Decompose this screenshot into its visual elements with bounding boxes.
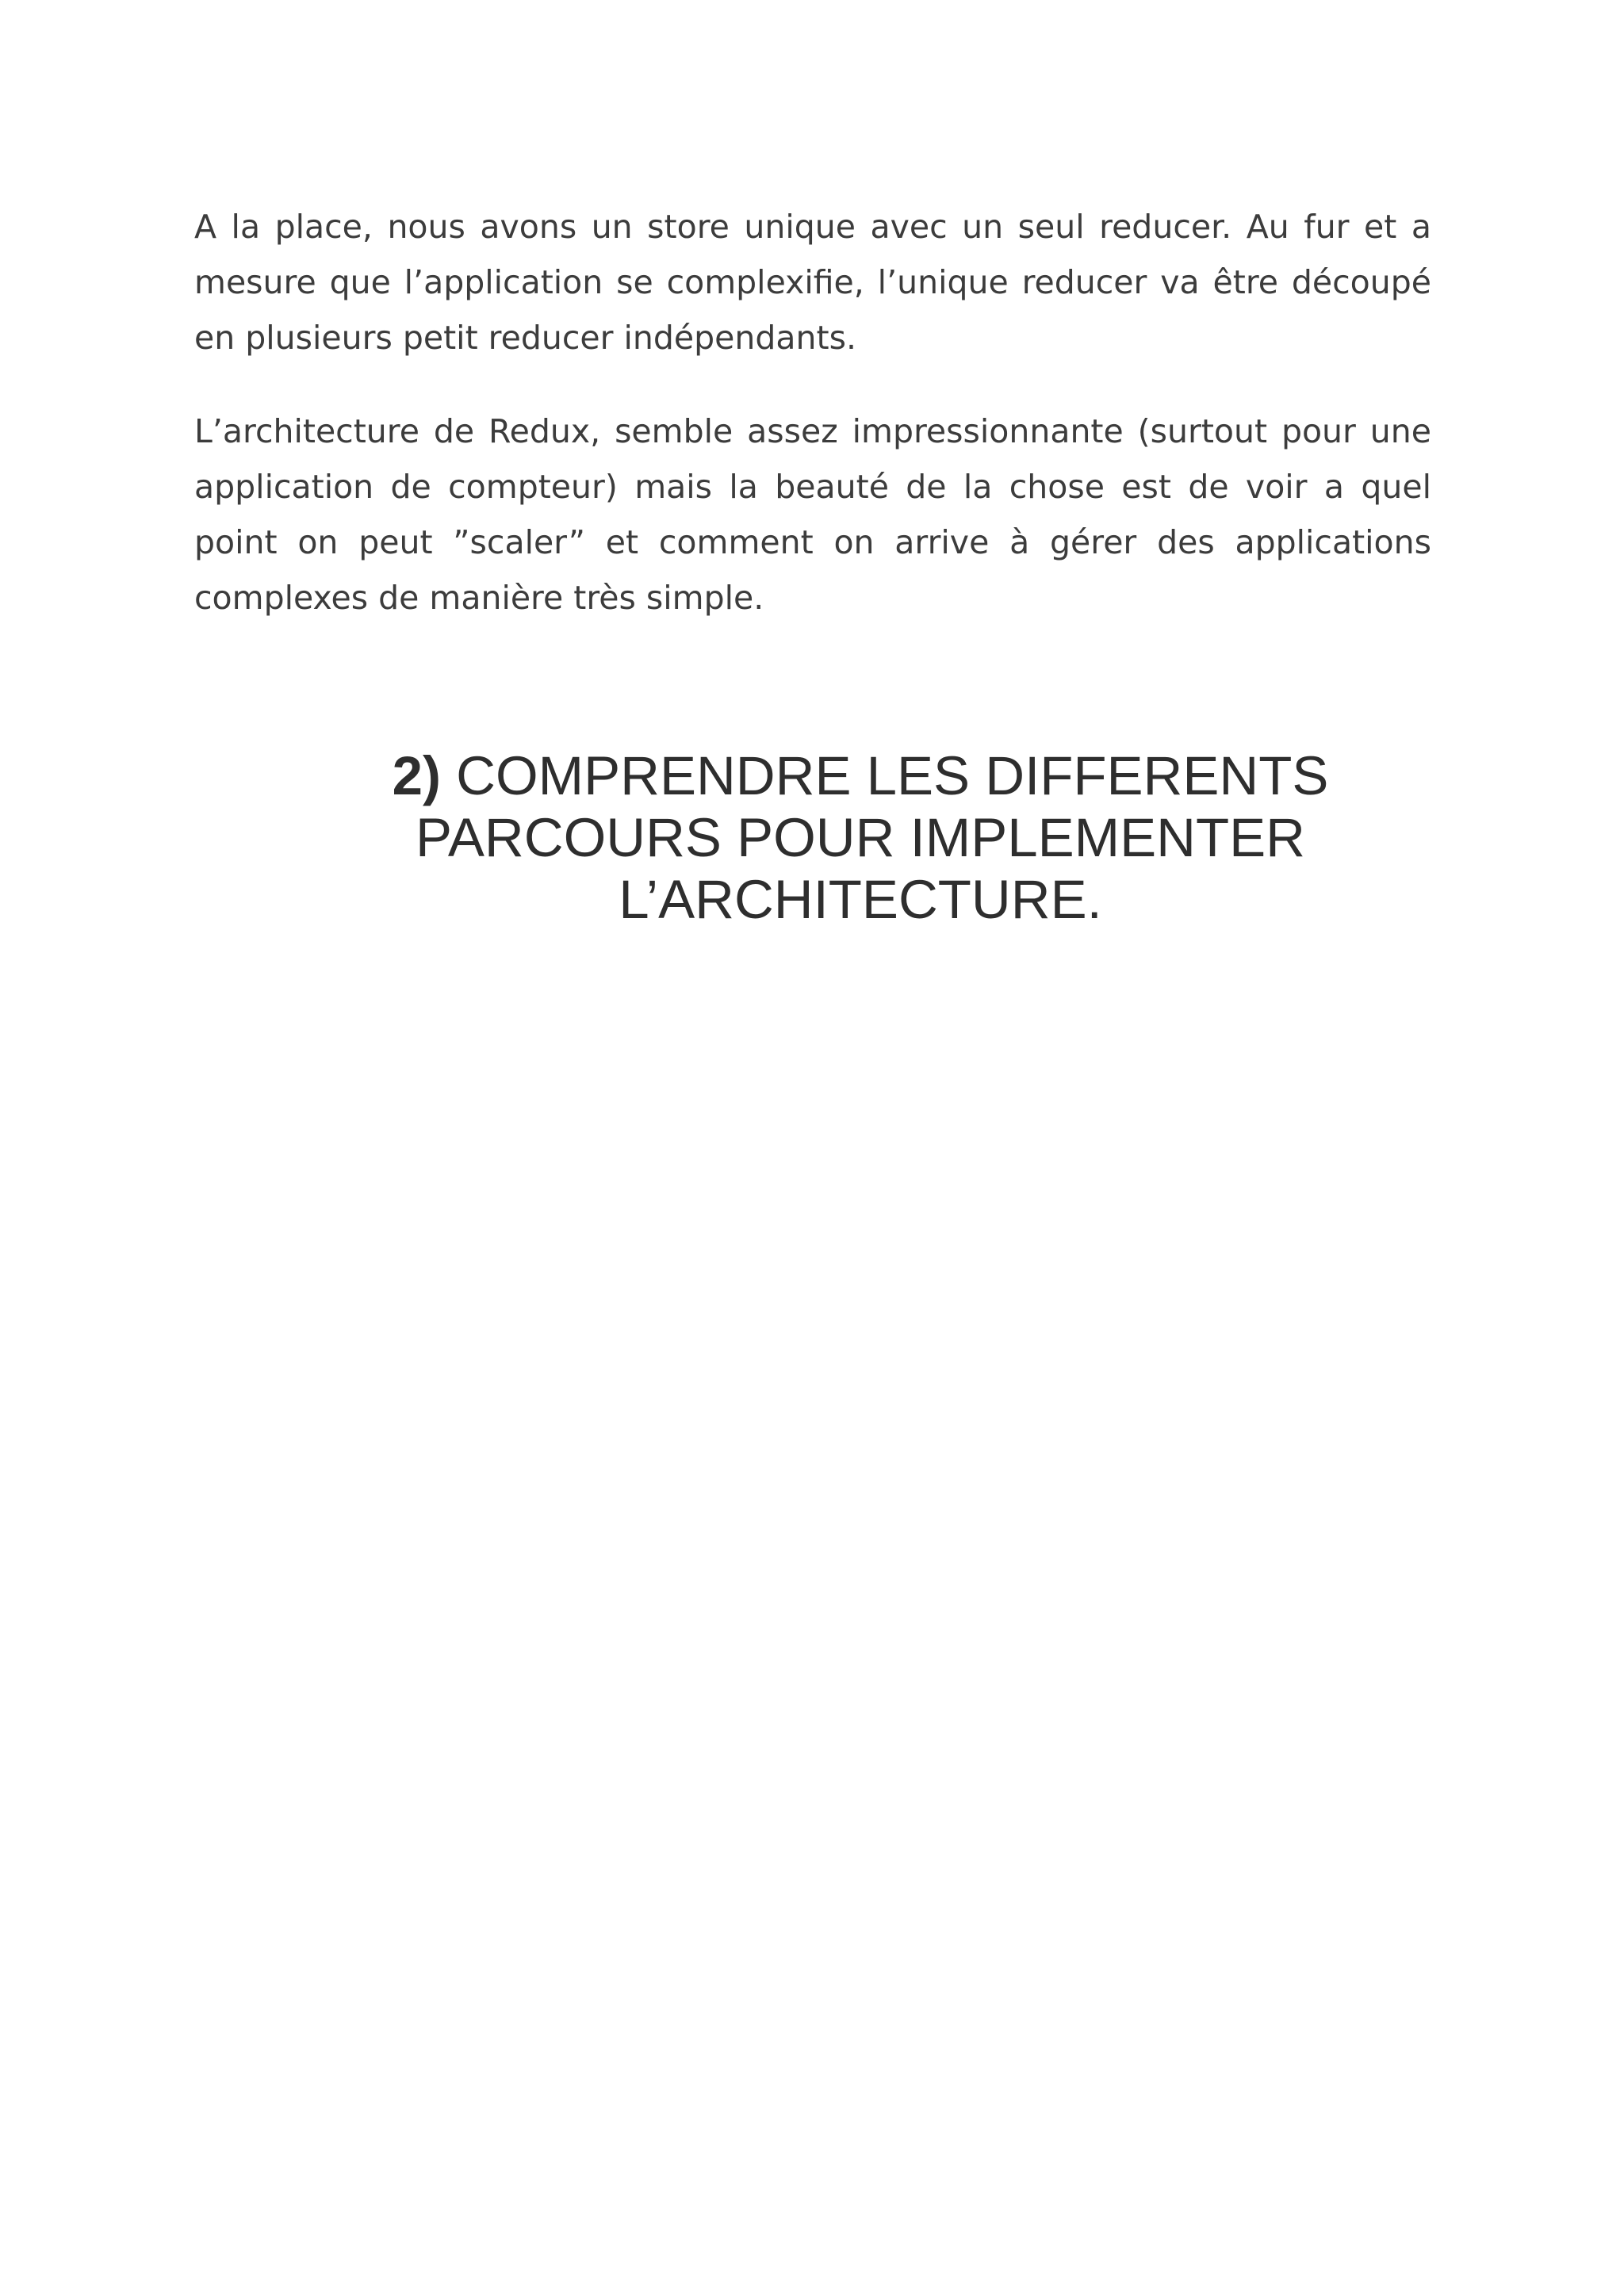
section-number: 2) (392, 745, 441, 806)
section-heading (349, 745, 1372, 931)
paragraph-redux-architecture: L’architecture de Redux, semble assez impressionnante (surtout pour une application de compteur) mais la beauté de la chose est de voir a quel point on peut ”scaler” et comment on arrive à gérer des applications complexes de manière très simple. (194, 412, 1431, 617)
section-title: COMPRENDRE LES DIFFERENTS PARCOURS POUR IMPLEMENTER L’ARCHITECTURE. (415, 745, 1329, 930)
paragraph-store-reducer: A la place, nous avons un store unique avec un seul reducer. Au fur et a mesure que l’application se complexifie, l’unique reducer va être découpé en plusieurs petit reducer indépendants. (194, 208, 1431, 357)
